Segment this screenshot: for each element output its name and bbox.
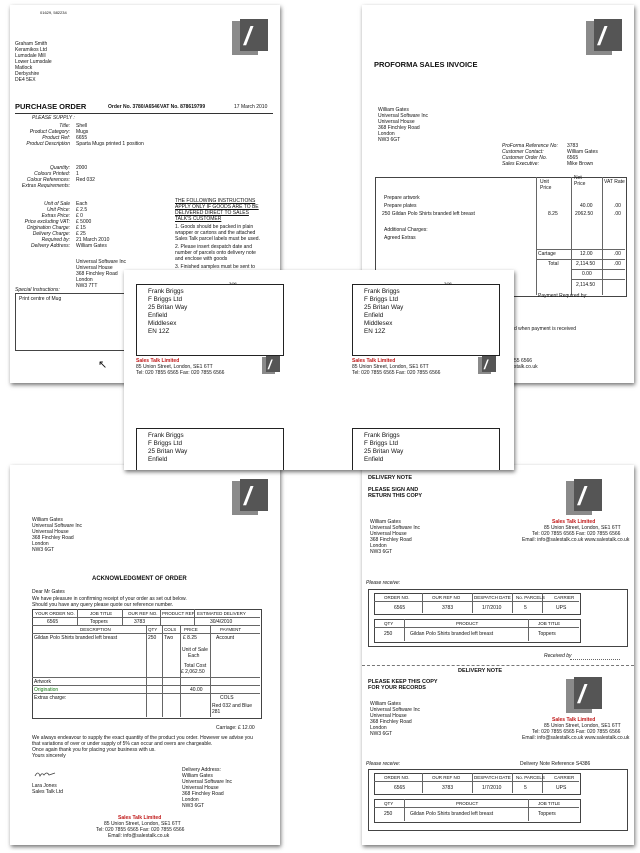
ack-footer-street: 85 Union Street, London, SE1 6TT: [104, 821, 181, 827]
po-field-label: Quantity:: [49, 165, 70, 171]
po-field-value: Each: [76, 201, 88, 207]
ack-extras: Extras charge:: [34, 695, 67, 701]
dn-email-2: Email: info@salestalk.co.uk www.salestalk.co.uk: [522, 735, 630, 741]
pf-col-unit: Unit Price: [540, 179, 552, 191]
po-field-label: Required by:: [41, 237, 70, 243]
po-date: 17 March 2010: [234, 104, 268, 110]
pf-zero: 0.00: [582, 271, 592, 277]
dn-tel-2: Tel: 020 7855 6565 Fax: 020 7855 6566: [532, 729, 621, 735]
po-field-value: 6655: [76, 135, 88, 141]
ack-qty: 250: [148, 635, 157, 641]
ack-payment: Account: [216, 635, 235, 641]
pf-payment-required: Payment Required by:: [538, 293, 588, 299]
po-field-label: Title:: [59, 123, 70, 129]
ack-unit-sale: Unit of Sale: [182, 647, 208, 653]
po-field-value: 2000: [76, 165, 88, 171]
dn-received-by: Received by: [544, 653, 572, 659]
dn-please-receive-2: Please receive:: [366, 761, 401, 767]
dn-title-2: DELIVERY NOTE: [458, 668, 503, 674]
ack-closing-1: We always endeavour to supply the exact quantity of the product you order. However we advise you: [32, 735, 253, 741]
ack-cols-label: COLS: [220, 695, 234, 701]
pf-email-frag: stalk.co.uk: [514, 364, 538, 370]
pf-net-price-2: 2062.50: [575, 211, 594, 217]
pf-phone-frag: 55 6566: [514, 358, 533, 364]
address-labels-sheet: 3/96 Frank Briggs F Briggs Ltd 25 Britan Way Enfield Middlesex EN 12Z Sales Talk Limited 85 Union Street, London, SE1 6TT Tel: 020 7855 6565 Fax: 020 7855 6566 / 3/96 Frank Briggs F Briggs Ltd 25 Britan Way Enfield Middlesex EN 12Z Sales Talk Limited 85 Union Street, London, SE1 6TT Tel: 020 7855 6565 Fax: 020 7855 6566 / Frank Briggs F Briggs Ltd 25 Britan Way Enfield Frank Briggs F Briggs Ltd 25 Britan Way Enfield: [124, 270, 514, 470]
dn-street-2: 85 Union Street, London, SE1 6TT: [544, 723, 621, 729]
ack-sign-name: Lara Jones: [32, 783, 57, 789]
po-field-value: William Gates: [76, 243, 107, 249]
ack-cols-val: Red 032 and Blue 281: [212, 703, 253, 715]
ack-total-cost: Total Cost: [184, 663, 207, 669]
dn-street: 85 Union Street, London, SE1 6TT: [544, 525, 621, 531]
po-field-value: £ 2.5: [76, 207, 88, 213]
ack-footer-email: Email: info@salestalk.co.uk: [108, 833, 170, 839]
label-1-tel: Tel: 020 7855 6565 Fax: 020 7855 6566: [136, 370, 225, 376]
po-title: PURCHASE ORDER: [15, 102, 87, 111]
dn-company: Sales Talk Limited: [552, 519, 596, 525]
pf-vat-2: .00: [614, 211, 621, 217]
dn-email: Email: info@salestalk.co.uk www.salestalk.co.uk: [522, 537, 630, 543]
ack-price: £ 8.25: [183, 635, 197, 641]
ack-intro-1: We have pleasure in confirming receipt of your order as set out below.: [32, 596, 187, 602]
acknowledgment-document: / William Gates Universal Software Inc Universal House 368 Finchley Road London NW3 6GT ACKNOWLEDGMENT OF ORDER Dear Mr Gates We have pleasure in confirming receipt of your order as set out below. Should you have any query please quote our reference number. YOUR ORDER NO. JOB TITLE OUR REF NO. PRODUCT REF ESTIMATED DELIVERY 6565 Toppers 3783 30/4/2010 DESCRIPTION QTY COLS PRICE PAYMENT Gildan Polo Shirts branded left breast 250 Two £ 8.25 Account Unit of Sale Each Total Cost £ 2,062.50 Artwork Origination 40.00 Extras charge: COLS Red 032 and Blue 281 Carriage: £ 12.00 We always endeavour to supply the exact quantity of the product you order. However we advise you that variations of over or under supply of 5% can occur and overs are chargeable. Once again thank you for placing your business with us. Yours sincerely Lara Jones Sales Talk Ltd Delivery Address: William Gates Universal Software Inc Universal House 368 Finchley Road London NW3 6GT Sales Talk Limited 85 Union Street, London, SE1 6TT Tel: 020 7855 6565 Fax: 020 7855 6566 Email: info@salestalk.co.uk: [10, 465, 280, 845]
ack-carriage: Carriage: £ 12.00: [216, 725, 255, 731]
po-field-label: Delivery Charge:: [32, 231, 70, 237]
dn-company-2: Sales Talk Limited: [552, 717, 596, 723]
po-field-label: Product Category:: [29, 129, 70, 135]
pf-col-vat: VAT Rate: [604, 179, 625, 185]
po-field-value: 21 March 2010: [76, 237, 110, 243]
po-field-value: £ 0: [76, 213, 83, 219]
sales-talk-logo: /: [232, 479, 268, 515]
po-special-value: Print centre of Mug: [19, 296, 62, 302]
ack-desc: Gildan Polo Shirts branded left breast: [34, 635, 118, 641]
pf-cartage-label: Cartage: [538, 251, 556, 257]
pf-cartage-vat: .00: [614, 251, 621, 257]
ack-footer-tel: Tel: 020 7855 6565 Fax: 020 7855 6566: [96, 827, 185, 833]
po-field-value: £ 5000: [76, 219, 92, 225]
pf-unit-price: 8.25: [548, 211, 558, 217]
label-1-company: Sales Talk Limited: [136, 358, 180, 364]
ack-unit-sale-val: Each: [188, 653, 200, 659]
dn-keep-line-1: PLEASE KEEP THIS COPY: [368, 679, 438, 685]
ack-closing-4: Yours sincerely: [32, 753, 66, 759]
ack-title: ACKNOWLEDGMENT OF ORDER: [92, 576, 187, 582]
po-field-label: Price excluding VAT:: [24, 219, 70, 225]
label-rev: 3/96: [229, 281, 237, 286]
label-2-company: Sales Talk Limited: [352, 358, 396, 364]
pf-total-label: Total: [548, 261, 559, 267]
sales-talk-logo: /: [566, 479, 602, 515]
sales-talk-logo: /: [262, 356, 280, 374]
po-field-label: Extras Requirements:: [21, 183, 70, 189]
po-please-supply: PLEASE SUPPLY :: [32, 115, 75, 121]
pf-grand-total: 2,114.50: [576, 282, 596, 288]
ack-salutation: Dear Mr Gates: [32, 589, 65, 595]
po-field-label: Origination Charge:: [26, 225, 70, 231]
sales-talk-logo: /: [232, 19, 268, 55]
po-field-label: Colours Printed:: [34, 171, 70, 177]
po-field-label: Product Ref:: [42, 135, 70, 141]
delivery-note-document: DELIVERY NOTE PLEASE SIGN AND RETURN THIS COPY / Sales Talk Limited 85 Union Street, London, SE1 6TT Tel: 020 7855 6565 Fax: 020 7855 6566 Email: info@salestalk.co.uk www.salestalk.co.uk William Gates Universal Software Inc Universal House 368 Finchley Road London NW3 6GT Please receive: ORDER NO. OUR REF NO DESPATCH DATE No. PARCELS CARRIER 6565 3783 1/7/2010 5 UPS QTY PRODUCT JOB TITLE 250 Gildan Polo Shirts branded left breast Toppers Received by DELIVERY NOTE PLEASE KEEP THIS COPY FOR YOUR RECORDS / Sales Talk Limited 85 Union Street, London, SE1 6TT Tel: 020 7855 6565 Fax: 020 7855 6566 Email: info@salestalk.co.uk www.salestalk.co.uk William Gates Universal Software Inc Universal House 368 Finchley Road London NW3 6GT Please receive: Delivery Note Reference S4386 ORDER NO. OUR REF NO DESPATCH DATE No. PARCELS CARRIER 6565 3783 1/7/2010 5 UPS QTY PRODUCT JOB TITLE 250 Gildan Polo Shirts branded left breast Toppers: [362, 465, 634, 845]
dn-sign-line-1: PLEASE SIGN AND: [368, 487, 419, 493]
dn-keep-line-2: FOR YOUR RECORDS: [368, 685, 426, 691]
pf-when-received: d when payment is received: [514, 326, 576, 332]
label-1-street: 85 Union Street, London, SE1 6TT: [136, 364, 213, 370]
pf-total-vat: .00: [614, 261, 621, 267]
pf-vat-1: .00: [614, 203, 621, 209]
ack-origination-val: 40.00: [190, 687, 203, 693]
mouse-cursor-icon: ↖: [98, 359, 108, 371]
po-special-label: Special Instructions:: [15, 287, 60, 293]
po-field-value: Mugs: [76, 129, 89, 135]
dn-title-1: DELIVERY NOTE: [368, 475, 413, 481]
label-2-street: 85 Union Street, London, SE1 6TT: [352, 364, 429, 370]
po-field-value: 1: [76, 171, 79, 177]
pf-total-value: 2,114.50: [576, 261, 596, 267]
po-field-value: Red 032: [76, 177, 95, 183]
pf-net-price-1: 40.00: [580, 203, 593, 209]
po-field-value: £ 15: [76, 225, 86, 231]
po-vat-no: VAT No. 878619799: [160, 104, 206, 110]
ack-closing-2: that variations of over or under supply of 5% can occur and overs are chargeable.: [32, 741, 213, 747]
po-order-no: Order No. 3780/A6546: [108, 104, 160, 110]
pf-title: PROFORMA SALES INVOICE: [374, 60, 478, 69]
ack-closing-3: Once again thank you for placing your business with us.: [32, 747, 156, 753]
proforma-invoice-document: / PROFORMA SALES INVOICE William Gates Universal Software Inc Universal House 368 Finchley Road London NW3 6GT ProForma Reference No: 3783 Customer Contact: William Gates Customer Order No. 6565 Sales Executive: Mike Brown Unit Price Net Price VAT Rate Prepare artwork Prepare plates 250 Gildan Polo Shirts branded left breast Additional Charges: Agreed Extras 8.25 40.00 2062.50 .00 .00 Cartage 12.00 .00 Total 2,114.50 .00 0.00 2,114.50 Payment Required by: d when payment is received 55 6566 stalk.co.uk: [362, 5, 634, 383]
po-field-value: Shell: [76, 123, 88, 129]
po-field-label: Delivery Address:: [31, 243, 70, 249]
dn-please-receive: Please receive:: [366, 580, 401, 586]
po-field-label: Unit Price:: [46, 207, 70, 213]
sales-talk-logo: /: [478, 356, 496, 374]
ack-intro-2: Should you have any query please quote our reference number.: [32, 602, 174, 608]
sales-talk-logo: /: [566, 677, 602, 713]
purchase-order-document: 01629, 582234 / Graham Smith Keramikos Ltd Lumsdale Mill Lower Lumsdale Matlock Derbyshire DE4 5EX PURCHASE ORDER Order No. 3780/A6546 VAT No. 878619799 17 March 2010 PLEASE SUPPLY : Title: Shell Product Category: Mugs Product Ref: 6655 Product Description Sparta Mugs printed 1 position Quantity: 2000 Colours Printed: 1 Colour References: Red 032 Extras Requirements: Unit of Sale Each Unit Price: £ 2.5 Extras Price: £ 0 Price excluding VAT: £ 5000 Origination Charge: £ 15 Delivery Charge: £ 25 Required by: 21 March 2010 Delivery Address: William Gates Universal Software Inc Universal House 368 Finchley Road London NW3 7TT THE FOLLOWING INSTRUCTIONS APPLY ONLY IF GOODS ARE TO BE DELIVERED DIRECT TO SALES TALK'S CUSTOMER 1. Goods should be packed in plain wrapper or cartons and the attached Sales Talk parcel labels must be used. 2. Please insert despatch date and number of parcels onto delivery note and enclose with goods 3. Finished samples must be sent to Special Instructions: Print centre of Mug ↖: [10, 5, 280, 383]
po-field-value: Sparta Mugs printed 1 position: [76, 141, 144, 147]
dn-tel: Tel: 020 7855 6565 Fax: 020 7855 6566: [532, 531, 621, 537]
pf-col-net: Net Price: [574, 175, 586, 187]
ack-origination: Origination: [34, 687, 59, 693]
po-field-label: Unit of Sale: [44, 201, 70, 207]
po-field-label: Extras Price:: [41, 213, 70, 219]
po-field-label: Colour References:: [26, 177, 70, 183]
ack-artwork: Artwork: [34, 679, 51, 685]
ack-total-cost-val: £ 2,062.50: [181, 669, 205, 675]
pf-cartage-value: 12.00: [580, 251, 593, 257]
signature-icon: [34, 769, 56, 779]
po-field-value: £ 25: [76, 231, 86, 237]
po-field-label: Product Description: [26, 141, 70, 147]
ack-footer-company: Sales Talk Limited: [118, 815, 162, 821]
sales-talk-logo: /: [586, 19, 622, 55]
ack-sign-company: Sales Talk Ltd: [32, 789, 64, 795]
label-2-tel: Tel: 020 7855 6565 Fax: 020 7855 6566: [352, 370, 441, 376]
ack-cols: Two: [164, 635, 174, 641]
dn-sign-line-2: RETURN THIS COPY: [368, 493, 423, 499]
dn-ref: Delivery Note Reference S4386: [520, 761, 591, 767]
po-reference: 01629, 582234: [40, 10, 67, 15]
